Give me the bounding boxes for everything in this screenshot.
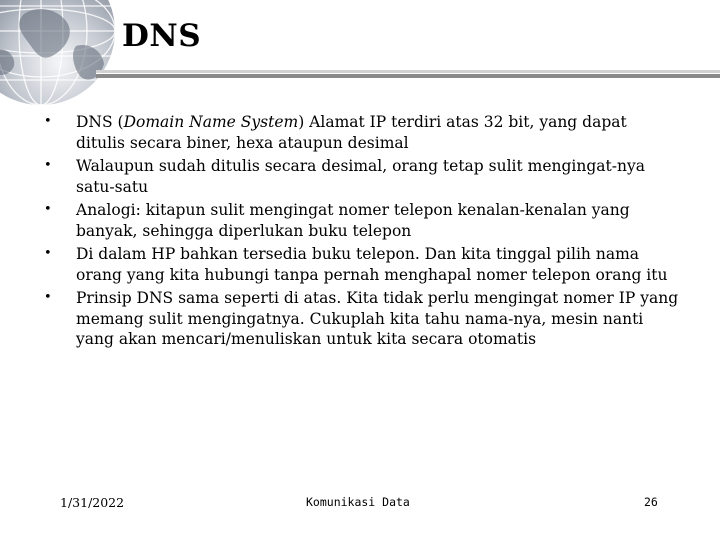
slide-title: DNS	[122, 18, 202, 54]
bullet-dot: •	[44, 202, 52, 217]
page-number: 26	[644, 495, 658, 509]
bullet-text: Di dalam HP bahkan tersedia buku telepon. Dan kita tinggal pilih nama orang yang kita hubungi tanpa pernah menghapal nomer telepon orang itu	[76, 245, 668, 284]
bullet-list	[40, 112, 680, 353]
bullet-dot: •	[44, 114, 52, 129]
title-rule	[96, 70, 720, 78]
bullet-dot: •	[44, 158, 52, 173]
bullet-item	[40, 288, 680, 350]
globe-icon	[0, 0, 118, 108]
bullet-text-lead: DNS (	[76, 113, 124, 131]
bullet-text: Prinsip DNS sama seperti di atas. Kita tidak perlu mengingat nomer IP yang memang sulit mengingatnya. Cukuplah kita tahu nama-nya, mesin nanti yang akan mencari/menuliskan untuk kita secara otomatis	[76, 289, 679, 348]
bullet-text-italic: Domain Name System	[123, 113, 299, 131]
bullet-item	[40, 156, 680, 197]
bullet-text: Walaupun sudah ditulis secara desimal, orang tetap sulit mengingat-nya satu-satu	[76, 157, 645, 196]
bullet-text-rest: ) Alamat IP terdiri atas 32 bit, yang dapat ditulis secara biner, hexa ataupun desimal	[76, 113, 627, 152]
bullet-item	[40, 112, 680, 153]
footer-title: Komunikasi Data	[306, 495, 410, 509]
bullet-dot: •	[44, 246, 52, 261]
bullet-item	[40, 244, 680, 285]
bullet-item	[40, 200, 680, 241]
bullet-dot: •	[44, 290, 52, 305]
bullet-text: Analogi: kitapun sulit mengingat nomer telepon kenalan-kenalan yang banyak, sehingga diperlukan buku telepon	[76, 201, 630, 240]
footer-date: 1/31/2022	[60, 495, 125, 510]
